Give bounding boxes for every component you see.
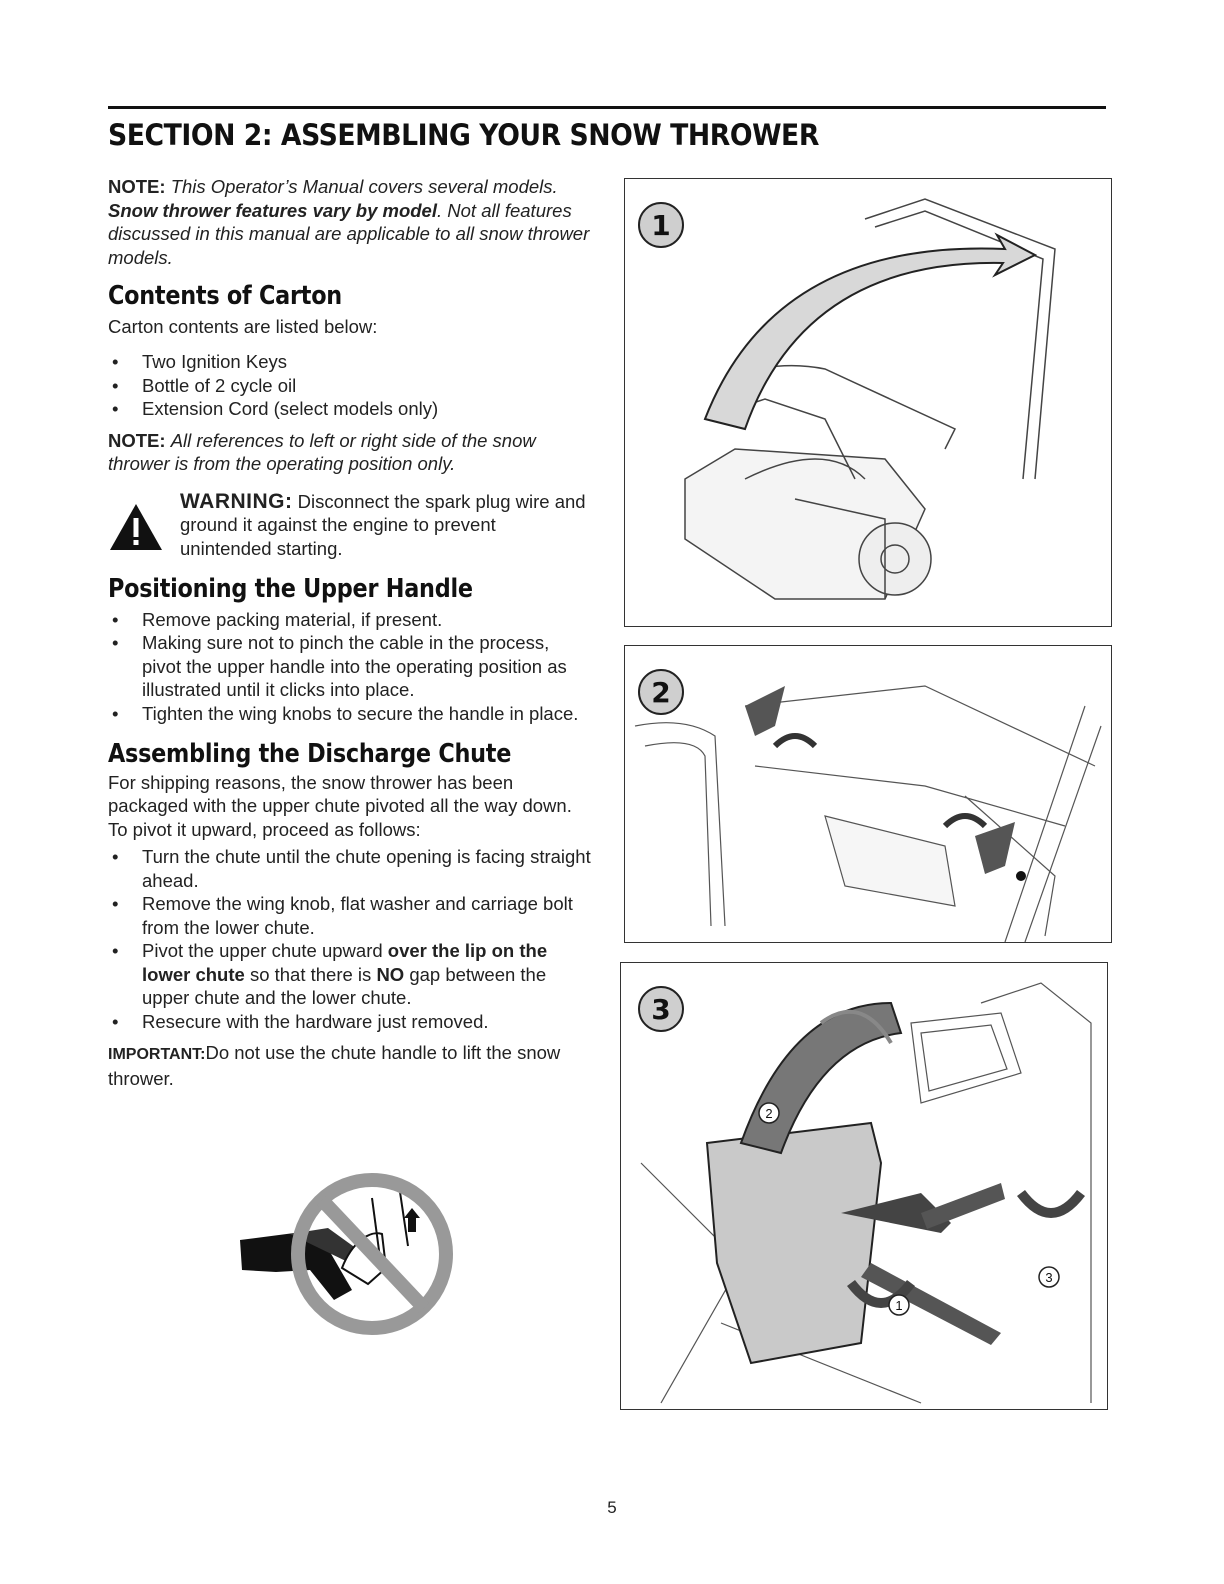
step-emphasis: NO bbox=[376, 963, 405, 985]
list-item: • Bottle of 2 cycle oil bbox=[108, 374, 592, 398]
warning-block bbox=[108, 490, 592, 561]
warning-body: Disconnect the spark plug wire and ground it against the engine to prevent unintended starting. bbox=[180, 490, 586, 559]
step-number: 3 bbox=[651, 993, 671, 1026]
note-text-1: This Operator’s Manual covers several models. bbox=[170, 176, 558, 197]
note-side bbox=[108, 429, 592, 476]
snow-thrower-drawing bbox=[625, 179, 1111, 626]
rotate-arrow-icon bbox=[1021, 1193, 1081, 1213]
chute-intro: For shipping reasons, the snow thrower has been packaged with the upper chute pivoted all the way down. To pivot it upward, proceed as follows: bbox=[108, 771, 572, 840]
figure-3-discharge-chute bbox=[620, 962, 1108, 1410]
callout-number: 2 bbox=[765, 1106, 773, 1121]
note-emphasis: Snow thrower features vary by model bbox=[108, 199, 437, 221]
step-text: Pivot the upper chute upward bbox=[142, 940, 388, 961]
page-number: 5 bbox=[607, 1498, 617, 1517]
upper-handle-steps bbox=[108, 608, 592, 726]
chute-steps bbox=[108, 845, 592, 1033]
warning-icon bbox=[108, 502, 164, 552]
list-item: • Tighten the wing knobs to secure the handle in place. bbox=[108, 702, 592, 726]
wing-knob-icon bbox=[975, 822, 1015, 874]
warning-label: WARNING: bbox=[180, 489, 293, 513]
callout-number: 1 bbox=[895, 1298, 903, 1313]
note-label: NOTE: bbox=[108, 176, 166, 197]
contents-heading: Contents of Carton bbox=[108, 281, 342, 311]
list-item: • Turn the chute until the chute opening is facing straight ahead. bbox=[108, 845, 592, 892]
text-column bbox=[108, 175, 592, 1090]
step-text: so that there is bbox=[244, 963, 377, 985]
upper-handle-heading: Positioning the Upper Handle bbox=[108, 574, 473, 604]
note-text-2: . Not all features discussed in this manual are applicable to all snow thrower models. bbox=[108, 199, 590, 268]
chute-heading: Assembling the Discharge Chute bbox=[108, 739, 512, 769]
discharge-chute-drawing bbox=[621, 963, 1107, 1409]
note-side-text: All references to left or right side of the snow thrower is from the operating position only. bbox=[108, 429, 536, 474]
important-label: IMPORTANT: bbox=[108, 1046, 206, 1063]
wing-knob-drawing bbox=[625, 646, 1111, 942]
list-item: • Two Ignition Keys bbox=[108, 350, 592, 374]
step-emphasis: over the lip on the lower chute bbox=[142, 940, 548, 985]
note-intro bbox=[108, 175, 592, 269]
wing-knob-icon bbox=[745, 686, 785, 736]
step-number: 2 bbox=[651, 676, 671, 709]
list-item: • Remove the wing knob, flat washer and carriage bolt from the lower chute. bbox=[108, 892, 592, 939]
rotate-arrow-icon bbox=[945, 816, 985, 826]
no-lift-chute-illustration bbox=[232, 1172, 468, 1337]
list-item: • Making sure not to pinch the cable in the process, pivot the upper handle into the operating position as illustrated until it clicks into place. bbox=[108, 631, 592, 702]
contents-intro: Carton contents are listed below: bbox=[108, 315, 378, 337]
note-label: NOTE: bbox=[108, 429, 166, 451]
section-title: SECTION 2: ASSEMBLING YOUR SNOW THROWER bbox=[108, 118, 819, 152]
rotate-arrow-icon bbox=[775, 736, 815, 746]
step-number: 1 bbox=[651, 209, 671, 242]
contents-list bbox=[108, 350, 592, 421]
step-text: gap between the upper chute and the lower chute. bbox=[142, 963, 547, 1008]
warning-text bbox=[180, 490, 592, 561]
list-item: • Remove packing material, if present. bbox=[108, 608, 592, 632]
top-rule bbox=[108, 106, 1106, 109]
figure-2-wing-knobs bbox=[624, 645, 1112, 943]
important-text: Do not use the chute handle to lift the snow thrower. bbox=[108, 1042, 561, 1089]
list-item: • Extension Cord (select models only) bbox=[108, 397, 592, 421]
list-item bbox=[108, 939, 592, 1010]
important-note bbox=[108, 1041, 592, 1090]
list-item: • Resecure with the hardware just removed. bbox=[108, 1010, 592, 1034]
callout-number: 3 bbox=[1045, 1270, 1053, 1285]
figure-1-upper-handle bbox=[624, 178, 1112, 627]
